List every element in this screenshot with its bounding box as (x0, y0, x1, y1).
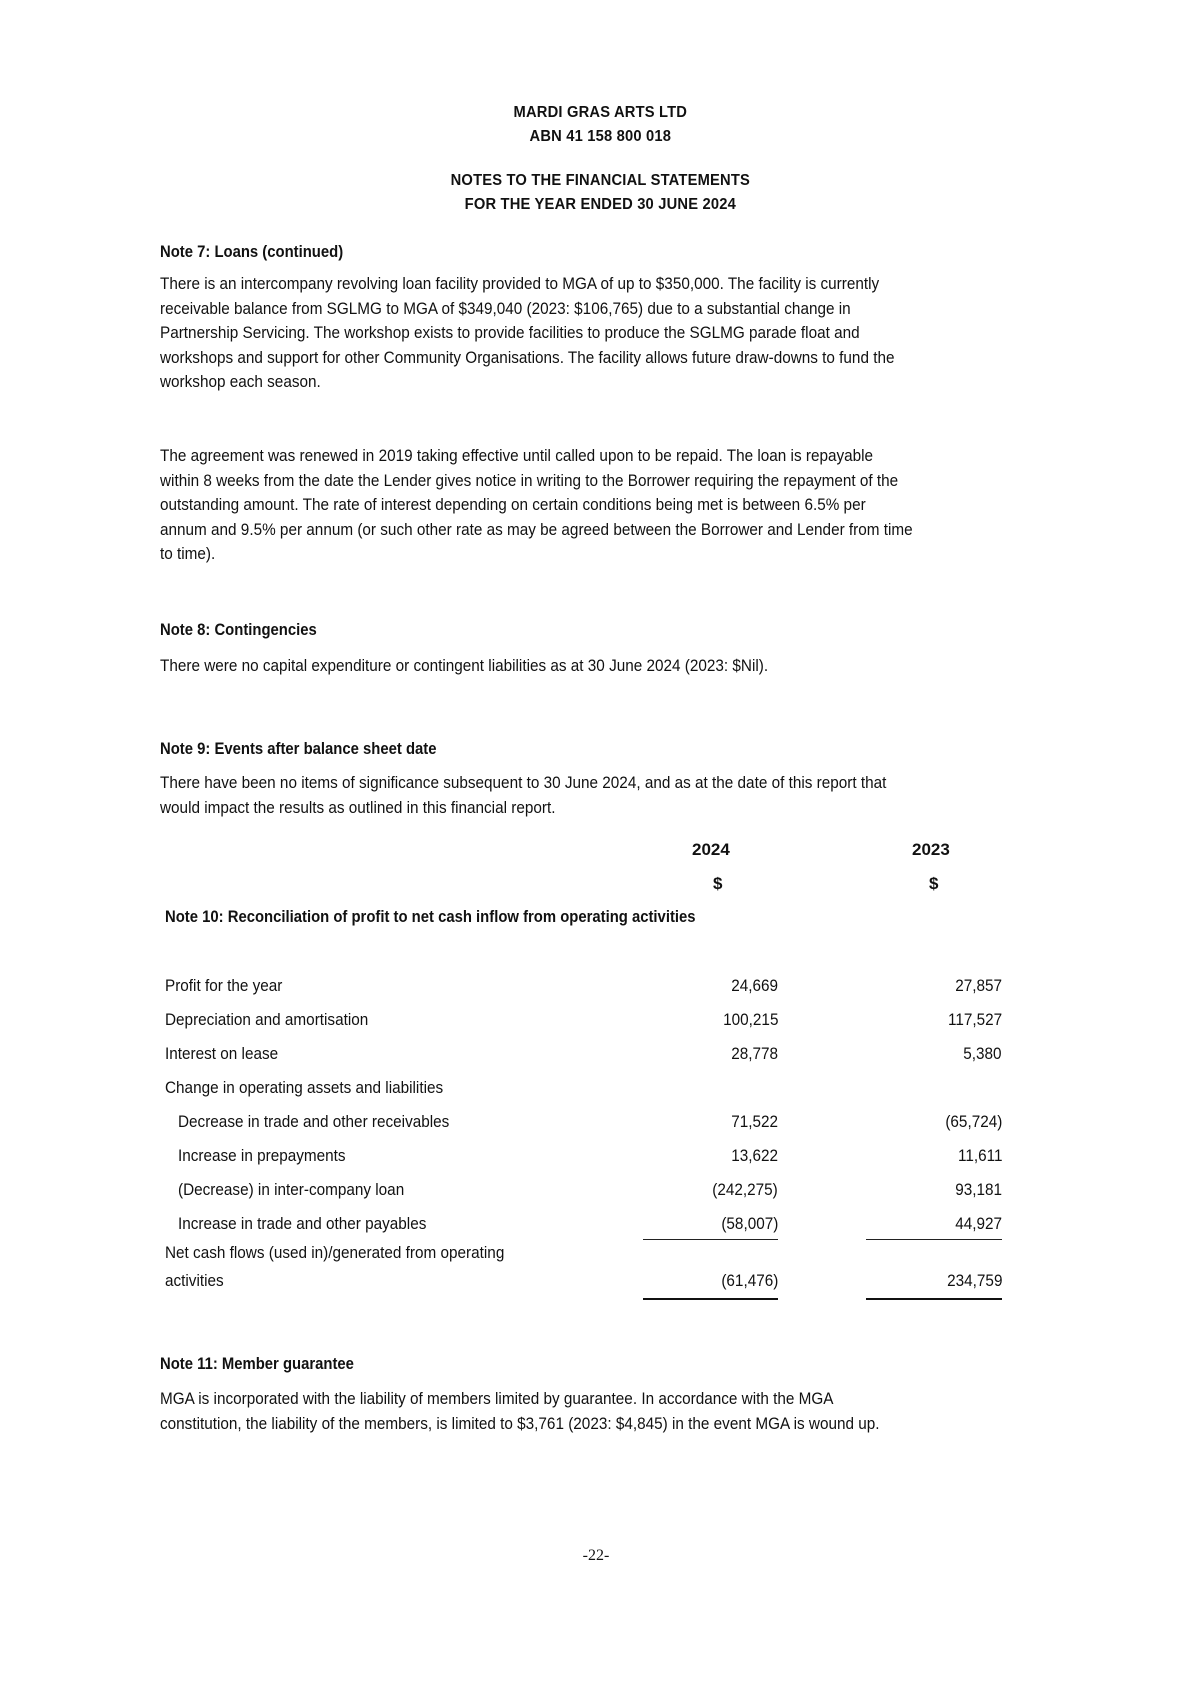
reporting-period: FOR THE YEAR ENDED 30 JUNE 2024 (464, 196, 736, 213)
page-number: -22- (582, 1547, 610, 1564)
value-2024: 71,522 (731, 1112, 778, 1131)
table-row (0, 976, 1192, 1000)
text-line: Partnership Servicing. The workshop exists to provide facilities to produce the SGLMG parade float and (160, 323, 860, 342)
note9-text (160, 771, 1038, 820)
text-line: annum and 9.5% per annum (or such other rate as may be agreed between the Borrower and Lender from time (160, 519, 913, 539)
value-2023: 27,857 (955, 976, 1002, 995)
text-line: would impact the results as outlined in this financial report. (160, 797, 556, 817)
total-value-2023: 234,759 (946, 1271, 1002, 1290)
row-label: Change in operating assets and liabilities (165, 1078, 444, 1097)
text-line: workshops and support for other Community Organisations. The facility allows future draw-downs to fund the (160, 347, 895, 367)
subtotal-rule-2023 (866, 1239, 1002, 1240)
value-2024: 13,622 (731, 1146, 778, 1165)
value-2023: 117,527 (947, 1010, 1002, 1029)
table-row (0, 1180, 1192, 1204)
document-title: NOTES TO THE FINANCIAL STATEMENTS (450, 172, 751, 189)
value-2024: 24,669 (731, 976, 778, 995)
column-header-2023: 2023 (912, 840, 950, 859)
row-label: Depreciation and amortisation (165, 1010, 369, 1029)
note8-text (160, 654, 1038, 679)
value-2023: 11,611 (957, 1146, 1002, 1165)
note7-paragraph-2 (160, 444, 1038, 567)
text-line: There have been no items of significance subsequent to 30 June 2024, and as at the date of this report that (160, 773, 887, 792)
company-abn: ABN 41 158 800 018 (529, 128, 672, 145)
table-row (0, 1078, 1192, 1102)
value-2023: 44,927 (955, 1214, 1002, 1233)
note10-heading: Note 10: Reconciliation of profit to net cash inflow from operating activities (165, 908, 696, 926)
column-unit-2023: $ (929, 874, 939, 893)
value-2024: 28,778 (731, 1044, 778, 1063)
total-rule-2023 (866, 1298, 1002, 1300)
note11-heading: Note 11: Member guarantee (160, 1355, 354, 1373)
row-label: Interest on lease (165, 1044, 279, 1063)
note8-heading: Note 8: Contingencies (160, 621, 317, 639)
value-2023: 5,380 (963, 1044, 1002, 1063)
text-line: constitution, the liability of the members, is limited to $3,761 (2023: $4,845) in the event MGA is wound up. (160, 1413, 880, 1433)
column-unit-2024: $ (713, 874, 723, 893)
total-label-line-2: activities (165, 1271, 224, 1290)
text-line: receivable balance from SGLMG to MGA of $349,040 (2023: $106,765) due to a substantial change in (160, 298, 851, 318)
text-line: MGA is incorporated with the liability of members limited by guarantee. In accordance with the MGA (160, 1389, 834, 1408)
text-line: workshop each season. (160, 372, 321, 391)
row-label: Increase in trade and other payables (178, 1214, 427, 1233)
value-2023: (65,724) (945, 1112, 1002, 1131)
text-line: outstanding amount. The rate of interest depending on certain conditions being met is between 6.5% per (160, 495, 866, 514)
table-row (0, 1146, 1192, 1170)
text-line: There is an intercompany revolving loan facility provided to MGA of up to $350,000. The facility is currently (160, 274, 880, 293)
table-row-total-label (0, 1243, 1192, 1267)
table-row (0, 1010, 1192, 1034)
note11-text (160, 1387, 1038, 1436)
value-2024: 100,215 (722, 1010, 778, 1029)
total-value-2024: (61,476) (721, 1271, 778, 1290)
column-header-2024: 2024 (692, 840, 730, 859)
total-label-line-1: Net cash flows (used in)/generated from operating (165, 1243, 505, 1262)
note9-heading: Note 9: Events after balance sheet date (160, 740, 437, 758)
row-label: (Decrease) in inter-company loan (178, 1180, 405, 1199)
table-row (0, 1112, 1192, 1136)
note7-paragraph-1 (160, 272, 1038, 395)
total-rule-2024 (643, 1298, 778, 1300)
company-name: MARDI GRAS ARTS LTD (513, 104, 688, 121)
text-line: to time). (160, 544, 216, 563)
value-2023: 93,181 (955, 1180, 1002, 1199)
table-row (0, 1214, 1192, 1238)
table-row (0, 1044, 1192, 1068)
row-label: Profit for the year (165, 976, 283, 995)
table-row-total (0, 1271, 1192, 1295)
subtotal-rule-2024 (643, 1239, 778, 1240)
row-label: Decrease in trade and other receivables (178, 1112, 450, 1131)
row-label: Increase in prepayments (178, 1146, 346, 1165)
text-line: The agreement was renewed in 2019 taking effective until called upon to be repaid. The loan is repayable (160, 446, 874, 465)
note7-heading: Note 7: Loans (continued) (160, 243, 344, 261)
value-2024: (242,275) (712, 1180, 778, 1199)
value-2024: (58,007) (721, 1214, 778, 1233)
text-line: There were no capital expenditure or contingent liabilities as at 30 June 2024 (2023: $Nil). (160, 656, 769, 675)
text-line: within 8 weeks from the date the Lender gives notice in writing to the Borrower requiring the repayment of the (160, 470, 899, 490)
